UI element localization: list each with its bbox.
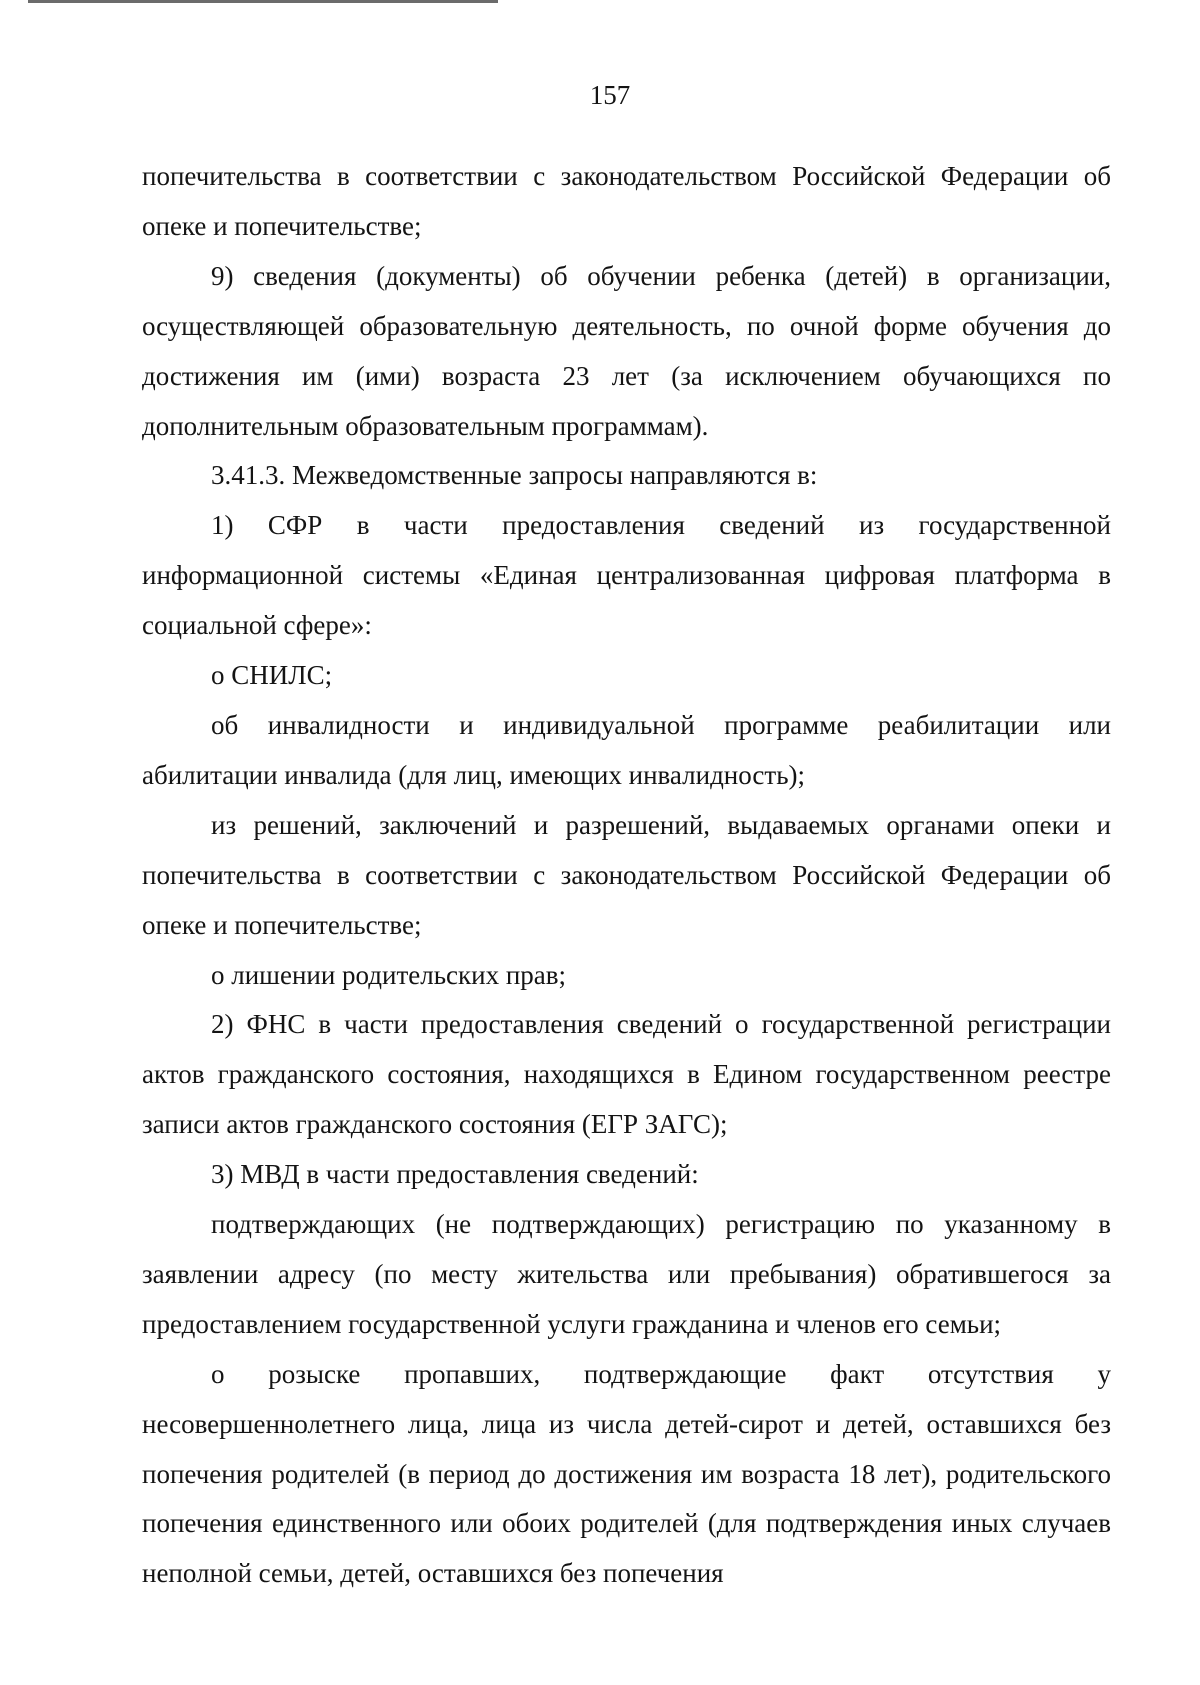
paragraph: 1) СФР в части предоставления сведений из государственной информационной системы «Единая централизованная цифровая платформа в социальной сфере»:	[142, 510, 1111, 641]
paragraph: 9) сведения (документы) об обучении ребенка (детей) в организации, осуществляющей образовательную деятельность, по очной форме обучения до достижения им (ими) возраста 23 лет (за исключением обучающихся по дополнительным образовательным программам).	[142, 260, 1111, 441]
paragraph: попечительства в соответствии с законодательством Российской Федерации об опеке и попечительстве;	[142, 161, 1111, 241]
paragraph: о розыске пропавших, подтверждающие факт отсутствия у несовершеннолетнего лица, лица из числа детей-сирот и детей, оставшихся без попечения родителей (в период до достижения им возраста 18 лет), родительского попечения единственного или обоих родителей (для подтверждения иных случаев неполной семьи, детей, оставшихся без попечения	[142, 1358, 1111, 1589]
paragraph: о СНИЛС;	[211, 660, 333, 691]
paragraph: об инвалидности и индивидуальной программе реабилитации или абилитации инвалида (для лиц, имеющих инвалидность);	[142, 709, 1111, 790]
paragraph: подтверждающих (не подтверждающих) регистрацию по указанному в заявлении адресу (по месту жительства или пребывания) обратившегося за предоставлением государственной услуги гражданина и членов его семьи;	[142, 1209, 1111, 1339]
paragraph: о лишении родительских прав;	[211, 959, 567, 990]
paragraph: из решений, заключений и разрешений, выдаваемых органами опеки и попечительства в соответствии с законодательством Российской Федерации об опеке и попечительстве;	[142, 809, 1111, 940]
page-number: 157	[589, 80, 631, 110]
paragraph: 3) МВД в части предоставления сведений:	[211, 1159, 699, 1190]
paragraph: 3.41.3. Межведомственные запросы направляются в:	[211, 460, 818, 491]
paragraph: 2) ФНС в части предоставления сведений о государственной регистрации актов гражданского состояния, находящихся в Едином государственном реестре записи актов гражданского состояния (ЕГР ЗАГС);	[142, 1009, 1111, 1140]
document-body	[142, 152, 1111, 1599]
top-rule	[28, 0, 498, 3]
